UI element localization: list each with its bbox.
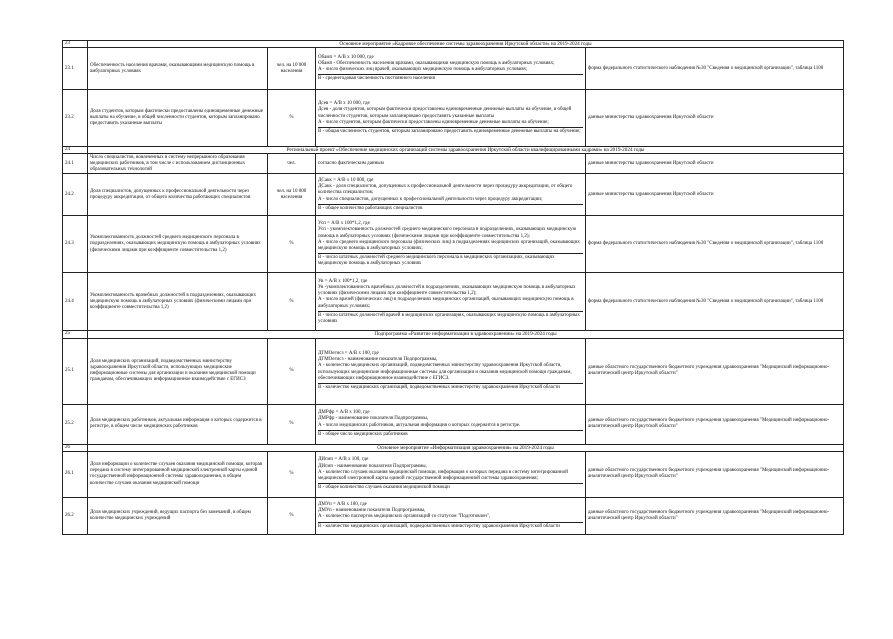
formula-line: ДСакк = А/В х 10 000, где: [318, 177, 374, 183]
indicator-name: Обеспеченность населения врачами, оказывающими медицинскую помощь в амбулаторных условиях: [88, 48, 268, 90]
section-number: 24: [63, 147, 88, 154]
section-title: Основное мероприятие «Информатизация здравоохранения» на 2019-2024 годы: [88, 444, 844, 451]
formula-line: В - общее число медицинских работников: [318, 430, 583, 438]
formula-line: В - количество медицинских организаций, подведомственных министерству здравоохранения Иркутской области: [318, 383, 583, 391]
calculation-formula: [316, 48, 586, 90]
formula-line: Усп - укомплектованность должностей среднего медицинского персонала в подразделениях, оказывающих медицинскую помощь в амбулаторных условиях (физическими лицами при коэффициенте совместительства 1,2);: [318, 227, 577, 239]
section-row: [63, 147, 844, 154]
row-number: 25.1: [63, 338, 88, 404]
formula-line: А - количество случаев оказания медицинской помощи, информация о которых передана в систему интегрированной медицинской электронной карты единой государственной информационной системы здравоохранения;: [318, 469, 568, 481]
section-number: 25: [63, 331, 88, 338]
calculation-formula: [316, 338, 586, 404]
indicator-name: Доля специалистов, допущенных к профессиональной деятельности через процедуру аккредитации, от общего количества работающих специалистов: [88, 174, 268, 216]
indicator-name: Укомплектованность врачебных должностей в подразделениях, оказывающих медицинскую помощь в амбулаторных условиях (физическими лицами при коэффициенте совместительства 1,2): [88, 273, 268, 331]
document-page: [62, 40, 843, 535]
formula-line: А - число физических лиц врачей, оказывающих медицинскую помощь в амбулаторных условиях;: [318, 67, 528, 73]
table-row: [63, 48, 844, 90]
section-title: Основное мероприятие «Кадровое обеспечение системы здравоохранения Иркутской области» на 2019-2024 годы: [88, 41, 844, 48]
unit-of-measure: %: [268, 273, 316, 331]
section-row: [63, 444, 844, 451]
calculation-formula: [316, 497, 586, 534]
unit-of-measure: %: [268, 497, 316, 534]
formula-line: В - общее количество случаев оказания медицинской помощи: [318, 483, 583, 491]
section-row: [63, 331, 844, 338]
formula-line: ДМРфр = А/В х 100, где: [318, 410, 370, 416]
table-row: [63, 497, 844, 534]
calculation-formula: [316, 154, 586, 174]
row-number: 23.2: [63, 90, 88, 147]
data-source: данные министерства здравоохранения Иркутской области: [586, 154, 844, 174]
formula-line: Дсев = А/В х 10 000, где: [318, 101, 370, 107]
table-row: [63, 273, 844, 331]
formula-line: Усп = А/В х 100*1,2, где: [318, 221, 370, 227]
formula-line: ДГМОегисз - наименование показателя Подпрограммы,: [318, 357, 438, 363]
unit-of-measure: %: [268, 216, 316, 273]
calculation-formula: [316, 174, 586, 216]
table-row: [63, 338, 844, 404]
table-row: [63, 174, 844, 216]
indicator-name: Укомплектованность должностей среднего медицинского персонала в подразделениях, оказывающих медицинскую помощь в амбулаторных условиях (физическими лицами при коэффициенте совместительства 1,2): [88, 216, 268, 273]
calculation-formula: [316, 404, 586, 444]
row-number: 24.2: [63, 174, 88, 216]
data-source: форма федерального статистического наблюдения №30 "Сведения о медицинской организации", таблица 1100: [586, 273, 844, 331]
formula-line: ДМУп = А/В х 100, где: [318, 501, 367, 507]
data-source: данные областного государственного бюджетного учреждения здравоохранения "Медицинский информационно-аналитический центр Иркутской области": [586, 451, 844, 497]
unit-of-measure: чел. на 10 000 населения: [268, 174, 316, 216]
row-number: 24.3: [63, 216, 88, 273]
data-source: данные областного государственного бюджетного учреждения здравоохранения "Медицинский информационно-аналитический центр Иркутской области": [586, 338, 844, 404]
unit-of-measure: %: [268, 404, 316, 444]
section-row: [63, 41, 844, 48]
row-number: 26.2: [63, 497, 88, 534]
unit-of-measure: %: [268, 451, 316, 497]
data-source: форма федерального статистического наблюдения №30 "Сведения о медицинской организации", таблица 1100: [586, 48, 844, 90]
table-row: [63, 154, 844, 174]
formula-line: А - число среднего медицинского персонала (физических лиц) в подразделениях медицинских организаций, оказывающих медицинскую помощь в амбулаторных условиях;: [318, 239, 580, 251]
table-row: [63, 90, 844, 147]
data-source: данные областного государственного бюджетного учреждения здравоохранения "Медицинский информационно-аналитический центр Иркутской области": [586, 404, 844, 444]
row-number: 26.1: [63, 451, 88, 497]
formula-line: А - количество паспортов медицинских организаций со статусом "Подготовлен",: [318, 514, 491, 520]
data-source: данные министерства здравоохранения Иркутской области: [586, 174, 844, 216]
formula-line: ДМРфр - наименование показателя Подпрограммы,: [318, 416, 429, 422]
table-row: [63, 451, 844, 497]
unit-of-measure: чел. на 10 000 населения: [268, 48, 316, 90]
table-row: [63, 216, 844, 273]
formula-line: А - число студентов, которым фактически предоставлены единовременные денежные выплаты на обучение;: [318, 119, 549, 125]
data-source: данные областного государственного бюджетного учреждения здравоохранения "Медицинский информационно-аналитический центр Иркутской области": [586, 497, 844, 534]
row-number: 23.1: [63, 48, 88, 90]
formula-line: В - общее количество работающих специалистов: [318, 204, 583, 212]
formula-line: А - число медицинских работников, актуальная информация о которых содержится в регистре.: [318, 422, 521, 428]
formula-line: ДГМОегисз = А/В х 100, где: [318, 351, 379, 356]
indicator-name: Доля студентов, которым фактически предоставлены единовременные денежные выплаты на обучение, в общей численности студентов, которым запланировано предоставить указанные выплаты: [88, 90, 268, 147]
indicator-name: Доля медицинских организаций, подведомственных министерству здравоохранения Иркутской области, использующих медицинские информационные системы для организации и оказания медицинской помощи гражданам, обеспечивающих информационное взаимодействие с ЕГИСЗ: [88, 338, 268, 404]
row-number: 24.1: [63, 154, 88, 174]
formula-line: Обамп - Обеспеченность населения врачами, оказывающими медицинскую помощь в амбулаторных условиях;: [318, 61, 555, 66]
formula-line: А - количество медицинских организаций, подведомственных министерству здравоохранения Иркутской области, использующих медицинские информационные системы для организации и оказания медицинской помощи гражданам, обеспечивающих информационное взаимодействие с ЕГИСЗ.: [318, 363, 572, 381]
row-number: 24.4: [63, 273, 88, 331]
section-number: 26: [63, 444, 88, 451]
section-title: Региональный проект «Обеспечение медицинских организаций системы здравоохранения Иркутской области квалифицированными кадрами» на 2019-2024 годы: [88, 147, 844, 154]
indicator-name: Доля медицинских учреждений, ведущих паспорта без замечаний, в общем количестве медицинских учреждений: [88, 497, 268, 534]
formula-line: В - среднегодовая численность постоянного населения: [318, 74, 583, 82]
indicator-name: Число специалистов, вовлеченных в систему непрерывного образования медицинских работников, в том числе с использованием дистанционных образовательных технологий: [88, 154, 268, 174]
unit-of-measure: %: [268, 90, 316, 147]
data-source: данные министерства здравоохранения Иркутской области: [586, 90, 844, 147]
formula-line: согласно фактическим данным: [318, 160, 384, 166]
formula-line: ДИсмп = А/В х 100, где: [318, 457, 369, 463]
calculation-formula: [316, 451, 586, 497]
row-number: 25.2: [63, 404, 88, 444]
data-source: форма федерального статистического наблюдения №30 "Сведения о медицинской организации", таблица 1100: [586, 216, 844, 273]
formula-line: В - число штатных должностей врачей в медицинских организациях, оказывающих медицинскую помощь в амбулаторных условиях: [318, 311, 583, 325]
calculation-formula: [316, 90, 586, 147]
formula-line: А - число специалистов, допущенных к профессиональной деятельности через процедуру аккредитации;: [318, 196, 543, 202]
unit-of-measure: чел.: [268, 154, 316, 174]
calculation-formula: [316, 216, 586, 273]
indicator-name: Доля медицинских работников, актуальная информация о которых содержится в регистре, в общем числе медицинских работников: [88, 404, 268, 444]
section-title: Подпрограмма «Развитие информатизации в здравоохранении» на 2019-2024 годы: [88, 331, 844, 338]
formula-line: В - число штатных должностей среднего медицинского персонала в медицинских организациях, оказывающих медицинскую помощь в амбулаторных условиях: [318, 253, 583, 267]
formula-line: Ув = А/В х 100*1,2, где: [318, 278, 368, 284]
formula-line: ДСакк - доля специалистов, допущенных к профессиональной деятельности через процедуру аккредитации, от общего количества специалистов;: [318, 184, 573, 196]
indicators-table: [62, 40, 844, 535]
formula-line: Обамп = А/В х 10 000, где: [318, 54, 374, 60]
formula-line: Ув -укомплектованность врачебных должностей в подразделениях, оказывающих медицинскую помощь в амбулаторных условиях (физическими лицами при коэффициенте совместительства 1,2);: [318, 284, 576, 297]
indicator-name: Доля информации о количестве случаев оказания медицинской помощи, которая передана в систему интегрированной медицинской электронной карты единой государственной информационной системы здравоохранения, в общем количестве случаев оказания медицинской помощи: [88, 451, 268, 497]
formula-line: В - общая численность студентов, которым запланировано предоставить единовременные денежные выплаты на обучение;: [318, 127, 583, 135]
table-row: [63, 404, 844, 444]
formula-line: ДМУп - наименование показателя Подпрограммы,: [318, 508, 426, 514]
unit-of-measure: %: [268, 338, 316, 404]
calculation-formula: [316, 273, 586, 331]
formula-line: Дсев - доля студентов, которым фактически предоставлены единовременные денежные выплаты на обучение, в общей численности студентов, которым запланировано предоставить указанные выплаты: [318, 107, 572, 119]
formula-line: В - количество медицинских организаций, подведомственных министерству здравоохранения Иркутской области: [318, 522, 583, 530]
formula-line: ДИсмп - наименование показателя Подпрограммы,: [318, 463, 427, 469]
section-number: 23: [63, 41, 88, 48]
formula-line: А - число врачей (физических лиц) в подразделениях медицинских организаций, оказывающих медицинскую помощь в амбулаторных условиях;: [318, 297, 574, 309]
